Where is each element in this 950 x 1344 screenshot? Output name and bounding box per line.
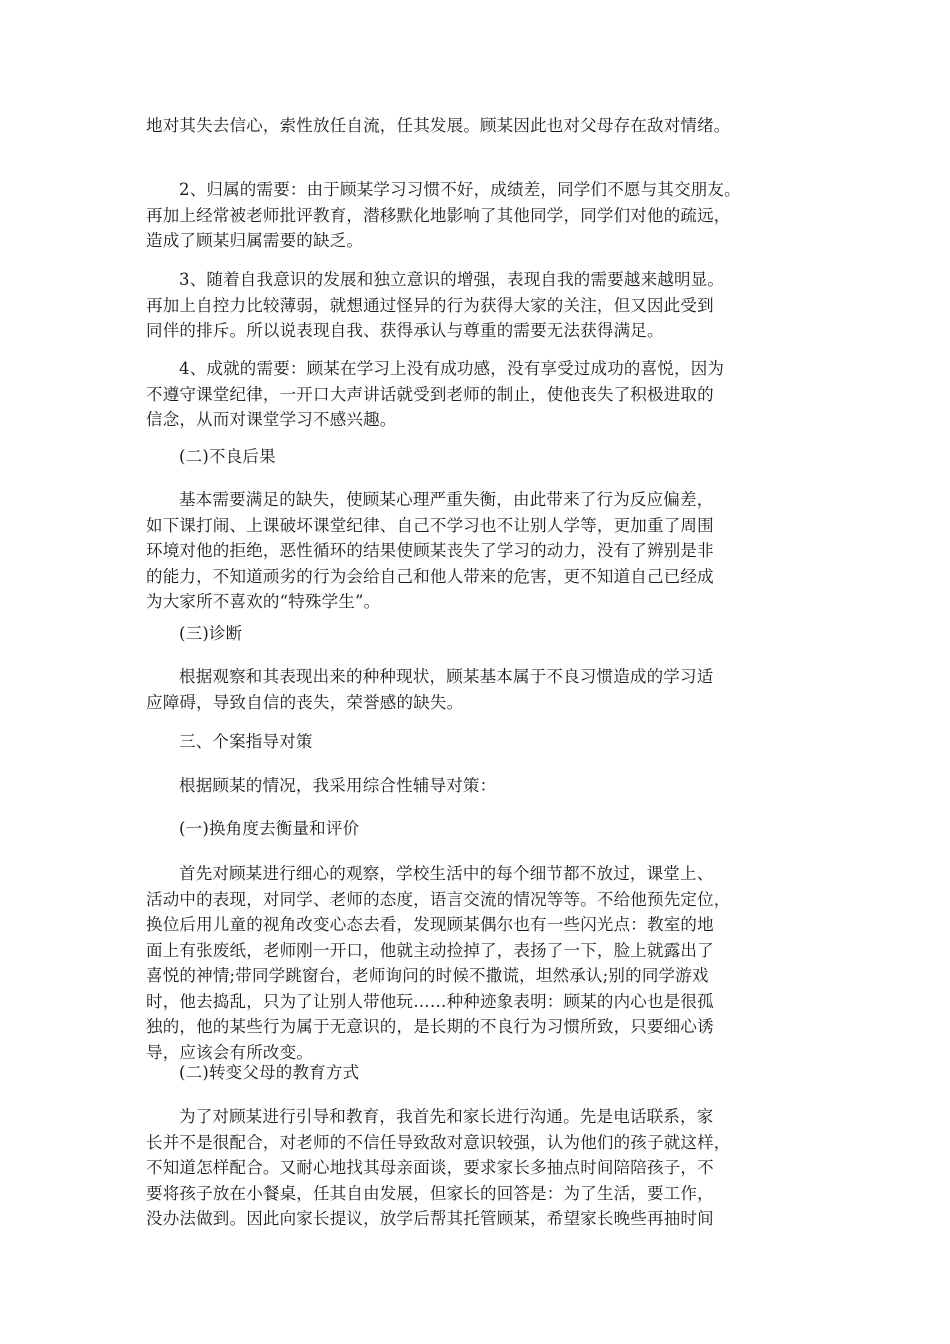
paragraph xyxy=(146,1104,731,1232)
text-line: 时，他去捣乱，只为了让别人带他玩……种种迹象表明：顾某的内心也是很孤 xyxy=(146,991,714,1011)
text-line: 为大家所不喜欢的“特殊学生”。 xyxy=(146,592,381,611)
text-line: 4、成就的需要：顾某在学习上没有成功感，没有享受过成功的喜悦，因为 xyxy=(179,359,725,378)
text-line: 面上有张废纸，老师刚一开口，他就主动捡掉了，表扬了一下，脸上就露出了 xyxy=(146,940,714,960)
text-line: 没办法做到。因此向家长提议，放学后帮其托管顾某，希望家长晚些再抽时间 xyxy=(146,1209,714,1228)
text-line: 喜悦的神情;带同学跳窗台，老师询问的时候不撒谎，坦然承认;别的同学游戏 xyxy=(146,966,709,985)
section-heading xyxy=(146,729,313,755)
text-line: 2、归属的需要：由于顾某学习习惯不好，成绩差，同学们不愿与其交朋友。 xyxy=(179,180,741,199)
paragraph xyxy=(146,773,496,799)
section-heading xyxy=(146,444,276,470)
text-line: 长并不是很配合，对老师的不信任导致敌对意识较强，认为他们的孩子就这样， xyxy=(146,1132,731,1152)
text-line: 3、随着自我意识的发展和独立意识的增强，表现自我的需要越来越明显。 xyxy=(179,270,725,289)
text-line: 应障碍，导致自信的丧失，荣誉感的缺失。 xyxy=(146,692,464,712)
paragraph xyxy=(146,113,731,139)
section-heading xyxy=(146,1060,359,1086)
text-line: 根据顾某的情况，我采用综合性辅导对策： xyxy=(179,776,497,795)
paragraph xyxy=(146,487,714,615)
text-line: (二)不良后果 xyxy=(179,447,276,466)
text-line: 造成了顾某归属需要的缺乏。 xyxy=(146,231,364,250)
text-line: (一)换角度去衡量和评价 xyxy=(179,819,360,838)
text-line: 不遵守课堂纪律，一开口大声讲话就受到老师的制止，使他丧失了积极进取的 xyxy=(146,384,714,404)
text-line: 再加上自控力比较薄弱，就想通过怪异的行为获得大家的关注，但又因此受到 xyxy=(146,295,714,315)
text-line: 的能力，不知道顽劣的行为会给自己和他人带来的危害，更不知道自己已经成 xyxy=(146,566,714,586)
text-line: 再加上经常被老师批评教育，潜移默化地影响了其他同学，同学们对他的疏远， xyxy=(146,205,731,225)
section-heading xyxy=(146,621,242,647)
paragraph xyxy=(146,664,713,715)
text-line: 同伴的排斥。所以说表现自我、获得承认与尊重的需要无法获得满足。 xyxy=(146,321,664,340)
text-line: 基本需要满足的缺失，使顾某心理严重失衡，由此带来了行为反应偏差， xyxy=(179,490,714,509)
text-line: (三)诊断 xyxy=(179,624,243,643)
text-line: 根据观察和其表现出来的种种现状，顾某基本属于不良习惯造成的学习适 xyxy=(179,667,714,686)
text-line: 导，应该会有所改变。 xyxy=(146,1042,313,1062)
text-line: 要将孩子放在小餐桌，任其自由发展，但家长的回答是：为了生活，要工作， xyxy=(146,1183,714,1203)
text-line: 换位后用儿童的视角改变心态去看，发现顾某偶尔也有一些闪光点：教室的地 xyxy=(146,915,714,934)
text-line: 不知道怎样配合。又耐心地找其母亲面谈，要求家长多抽点时间陪陪孩子，不 xyxy=(146,1158,714,1177)
text-line: 如下课打闹、上课破坏课堂纪律、自己不学习也不让别人学等，更加重了周围 xyxy=(146,515,714,535)
text-line: 活动中的表现，对同学、老师的态度，语言交流的情况等等。不给他预先定位， xyxy=(146,889,731,909)
text-line: 地对其失去信心，索性放任自流，任其发展。顾某因此也对父母存在敌对情绪。 xyxy=(146,116,731,135)
paragraph xyxy=(146,861,731,1065)
text-line: (二)转变父母的教育方式 xyxy=(179,1063,360,1082)
text-line: 首先对顾某进行细心的观察，学校生活中的每个细节都不放过，课堂上、 xyxy=(179,864,714,883)
text-line: 环境对他的拒绝，恶性循环的结果使顾某丧失了学习的动力，没有了辨别是非 xyxy=(146,541,714,560)
text-line: 三、个案指导对策 xyxy=(179,732,313,751)
section-heading xyxy=(146,816,359,842)
text-line: 信念，从而对课堂学习不感兴趣。 xyxy=(146,410,397,429)
paragraph xyxy=(146,267,724,344)
paragraph xyxy=(146,356,724,433)
paragraph xyxy=(146,177,741,254)
text-line: 为了对顾某进行引导和教育，我首先和家长进行沟通。先是电话联系，家 xyxy=(179,1107,714,1126)
text-line: 独的，他的某些行为属于无意识的，是长期的不良行为习惯所致，只要细心诱 xyxy=(146,1017,714,1036)
